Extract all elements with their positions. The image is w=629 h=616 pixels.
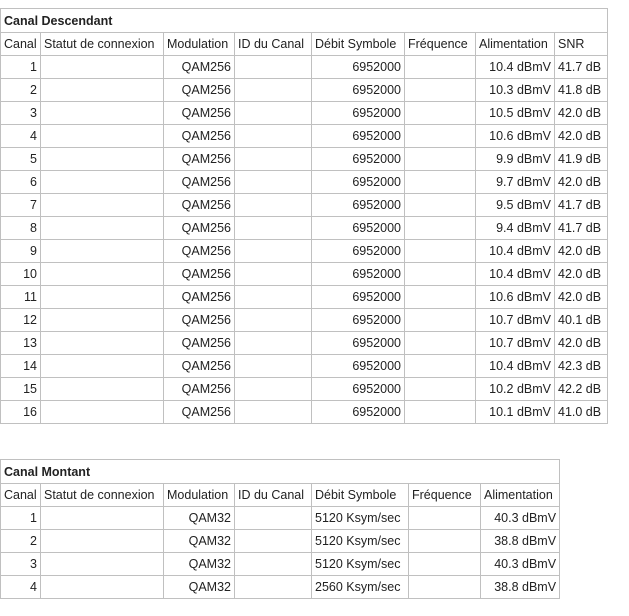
table-cell: 9.4 dBmV — [476, 217, 555, 240]
table-cell: 10.5 dBmV — [476, 102, 555, 125]
table-cell — [409, 507, 481, 530]
table-cell — [235, 125, 312, 148]
table-cell: 41.7 dB — [555, 194, 608, 217]
column-header: Débit Symbole — [312, 484, 409, 507]
table-cell — [41, 263, 164, 286]
table-cell — [405, 378, 476, 401]
table-cell — [235, 194, 312, 217]
column-header: Statut de connexion — [41, 33, 164, 56]
table-cell: QAM256 — [164, 286, 235, 309]
table-cell — [409, 553, 481, 576]
table-cell — [41, 332, 164, 355]
table-row — [1, 286, 608, 309]
table-cell: 6952000 — [312, 125, 405, 148]
table-cell — [409, 576, 481, 599]
table-row — [1, 263, 608, 286]
column-header: Fréquence — [409, 484, 481, 507]
table-cell: 41.0 dB — [555, 401, 608, 424]
table-cell — [235, 332, 312, 355]
table-cell: 15 — [1, 378, 41, 401]
table-row — [1, 79, 608, 102]
table-cell — [235, 148, 312, 171]
table-cell: 4 — [1, 576, 41, 599]
table-cell: QAM32 — [164, 530, 235, 553]
table-cell — [41, 576, 164, 599]
table-cell — [405, 194, 476, 217]
table-cell: 2 — [1, 530, 41, 553]
table-cell — [41, 355, 164, 378]
table-cell — [41, 171, 164, 194]
column-header: Débit Symbole — [312, 33, 405, 56]
table-cell: 6952000 — [312, 194, 405, 217]
table-cell: 42.3 dB — [555, 355, 608, 378]
table-cell: 6952000 — [312, 332, 405, 355]
table-cell: QAM256 — [164, 79, 235, 102]
table-cell: 42.0 dB — [555, 332, 608, 355]
column-header: SNR — [555, 33, 608, 56]
table-cell — [405, 286, 476, 309]
table-cell: QAM256 — [164, 355, 235, 378]
table-row — [1, 240, 608, 263]
table-cell — [405, 401, 476, 424]
table-cell: 10.7 dBmV — [476, 309, 555, 332]
table-cell — [235, 286, 312, 309]
column-header: Alimentation — [481, 484, 560, 507]
table-cell — [405, 240, 476, 263]
table-cell: 10.6 dBmV — [476, 125, 555, 148]
table-cell: 6952000 — [312, 56, 405, 79]
table-cell — [235, 355, 312, 378]
table-cell: 14 — [1, 355, 41, 378]
table-cell — [235, 171, 312, 194]
table-row — [1, 102, 608, 125]
table-cell — [235, 263, 312, 286]
table-cell: 41.7 dB — [555, 217, 608, 240]
table-cell — [405, 125, 476, 148]
table-cell — [235, 507, 312, 530]
table-cell: QAM256 — [164, 125, 235, 148]
table-cell: 7 — [1, 194, 41, 217]
table-cell: QAM256 — [164, 102, 235, 125]
table-row — [1, 148, 608, 171]
table-cell — [235, 309, 312, 332]
table-cell: 38.8 dBmV — [481, 530, 560, 553]
table-cell: 6952000 — [312, 102, 405, 125]
column-header: ID du Canal — [235, 33, 312, 56]
table-row — [1, 576, 560, 599]
table-cell: 6952000 — [312, 171, 405, 194]
table-cell — [405, 171, 476, 194]
column-header: Statut de connexion — [41, 484, 164, 507]
table-cell — [41, 125, 164, 148]
table-cell — [41, 401, 164, 424]
table-row — [1, 355, 608, 378]
table-cell — [405, 309, 476, 332]
downstream-table-title: Canal Descendant — [1, 9, 608, 33]
table-cell — [235, 401, 312, 424]
table-cell — [41, 148, 164, 171]
table-cell: 1 — [1, 507, 41, 530]
table-row — [1, 378, 608, 401]
table-cell — [41, 553, 164, 576]
table-cell: 2560 Ksym/sec — [312, 576, 409, 599]
table-cell — [41, 56, 164, 79]
table-row — [1, 507, 560, 530]
table-cell: 13 — [1, 332, 41, 355]
table-cell: QAM256 — [164, 217, 235, 240]
table-cell: QAM256 — [164, 171, 235, 194]
table-cell: 40.1 dB — [555, 309, 608, 332]
table-cell: 41.7 dB — [555, 56, 608, 79]
table-cell: QAM256 — [164, 378, 235, 401]
table-cell: 3 — [1, 553, 41, 576]
table-cell: 40.3 dBmV — [481, 553, 560, 576]
column-header: Fréquence — [405, 33, 476, 56]
table-row — [1, 194, 608, 217]
table-cell: 4 — [1, 125, 41, 148]
column-header: Canal — [1, 33, 41, 56]
table-cell: 6952000 — [312, 355, 405, 378]
table-cell: 11 — [1, 286, 41, 309]
table-cell — [41, 507, 164, 530]
table-cell: 6952000 — [312, 240, 405, 263]
table-cell: 12 — [1, 309, 41, 332]
table-cell — [235, 79, 312, 102]
table-cell: 10.4 dBmV — [476, 240, 555, 263]
table-cell: 1 — [1, 56, 41, 79]
table-cell: 38.8 dBmV — [481, 576, 560, 599]
table-cell: 16 — [1, 401, 41, 424]
table-cell: 10.3 dBmV — [476, 79, 555, 102]
column-header: Modulation — [164, 484, 235, 507]
table-cell — [41, 102, 164, 125]
table-cell — [235, 530, 312, 553]
table-cell — [405, 56, 476, 79]
table-cell: 10.1 dBmV — [476, 401, 555, 424]
table-cell — [235, 56, 312, 79]
table-cell — [41, 378, 164, 401]
table-cell: QAM256 — [164, 309, 235, 332]
table-cell: 6952000 — [312, 263, 405, 286]
table-cell: 42.0 dB — [555, 263, 608, 286]
table-cell — [405, 355, 476, 378]
table-cell: 10 — [1, 263, 41, 286]
table-cell: QAM256 — [164, 56, 235, 79]
table-cell — [405, 332, 476, 355]
table-cell: 10.4 dBmV — [476, 263, 555, 286]
table-cell: 3 — [1, 102, 41, 125]
table-cell — [235, 378, 312, 401]
table-cell: 9.7 dBmV — [476, 171, 555, 194]
table-row — [1, 309, 608, 332]
table-cell: 5 — [1, 148, 41, 171]
table-cell: 10.6 dBmV — [476, 286, 555, 309]
table-row — [1, 56, 608, 79]
table-cell: QAM256 — [164, 148, 235, 171]
table-cell — [409, 530, 481, 553]
column-header: ID du Canal — [235, 484, 312, 507]
table-cell — [41, 217, 164, 240]
table-cell: 6952000 — [312, 309, 405, 332]
table-row — [1, 125, 608, 148]
table-cell: 10.4 dBmV — [476, 56, 555, 79]
table-cell: 40.3 dBmV — [481, 507, 560, 530]
table-cell: 42.0 dB — [555, 125, 608, 148]
table-cell: 9.9 dBmV — [476, 148, 555, 171]
table-row — [1, 530, 560, 553]
table-cell: 2 — [1, 79, 41, 102]
column-header: Modulation — [164, 33, 235, 56]
table-cell — [235, 240, 312, 263]
table-cell — [405, 148, 476, 171]
table-cell: 9.5 dBmV — [476, 194, 555, 217]
table-cell: 6952000 — [312, 79, 405, 102]
table-cell — [41, 286, 164, 309]
table-cell: 5120 Ksym/sec — [312, 530, 409, 553]
table-cell: 41.8 dB — [555, 79, 608, 102]
table-cell: QAM256 — [164, 332, 235, 355]
table-cell: 6952000 — [312, 286, 405, 309]
table-cell: 6952000 — [312, 217, 405, 240]
table-cell — [41, 240, 164, 263]
upstream-table-title: Canal Montant — [1, 460, 560, 484]
table-cell: 41.9 dB — [555, 148, 608, 171]
table-cell — [405, 217, 476, 240]
table-cell — [405, 263, 476, 286]
table-row — [1, 332, 608, 355]
table-cell: 42.2 dB — [555, 378, 608, 401]
table-cell: QAM256 — [164, 263, 235, 286]
table-cell: 5120 Ksym/sec — [312, 507, 409, 530]
upstream-channel-table — [0, 459, 560, 599]
table-cell: 10.7 dBmV — [476, 332, 555, 355]
table-cell — [41, 530, 164, 553]
table-cell: 9 — [1, 240, 41, 263]
table-cell: QAM256 — [164, 194, 235, 217]
table-cell — [41, 79, 164, 102]
table-cell: 42.0 dB — [555, 171, 608, 194]
table-cell: 6952000 — [312, 378, 405, 401]
table-cell — [235, 102, 312, 125]
column-header: Canal — [1, 484, 41, 507]
table-row — [1, 553, 560, 576]
table-cell — [405, 79, 476, 102]
table-row — [1, 171, 608, 194]
table-cell: QAM256 — [164, 401, 235, 424]
table-cell: QAM32 — [164, 507, 235, 530]
table-cell: 8 — [1, 217, 41, 240]
table-cell — [405, 102, 476, 125]
table-cell: 42.0 dB — [555, 286, 608, 309]
table-cell: 10.2 dBmV — [476, 378, 555, 401]
table-cell — [235, 217, 312, 240]
table-cell — [41, 194, 164, 217]
column-header: Alimentation — [476, 33, 555, 56]
downstream-channel-table — [0, 8, 608, 424]
table-cell — [41, 309, 164, 332]
table-cell: 5120 Ksym/sec — [312, 553, 409, 576]
table-cell: QAM32 — [164, 553, 235, 576]
table-row — [1, 217, 608, 240]
table-cell: 6 — [1, 171, 41, 194]
table-cell: QAM256 — [164, 240, 235, 263]
table-cell — [235, 576, 312, 599]
table-cell: QAM32 — [164, 576, 235, 599]
table-cell: 42.0 dB — [555, 240, 608, 263]
table-cell: 6952000 — [312, 148, 405, 171]
table-cell — [235, 553, 312, 576]
table-cell: 10.4 dBmV — [476, 355, 555, 378]
table-row — [1, 401, 608, 424]
table-cell: 42.0 dB — [555, 102, 608, 125]
table-cell: 6952000 — [312, 401, 405, 424]
